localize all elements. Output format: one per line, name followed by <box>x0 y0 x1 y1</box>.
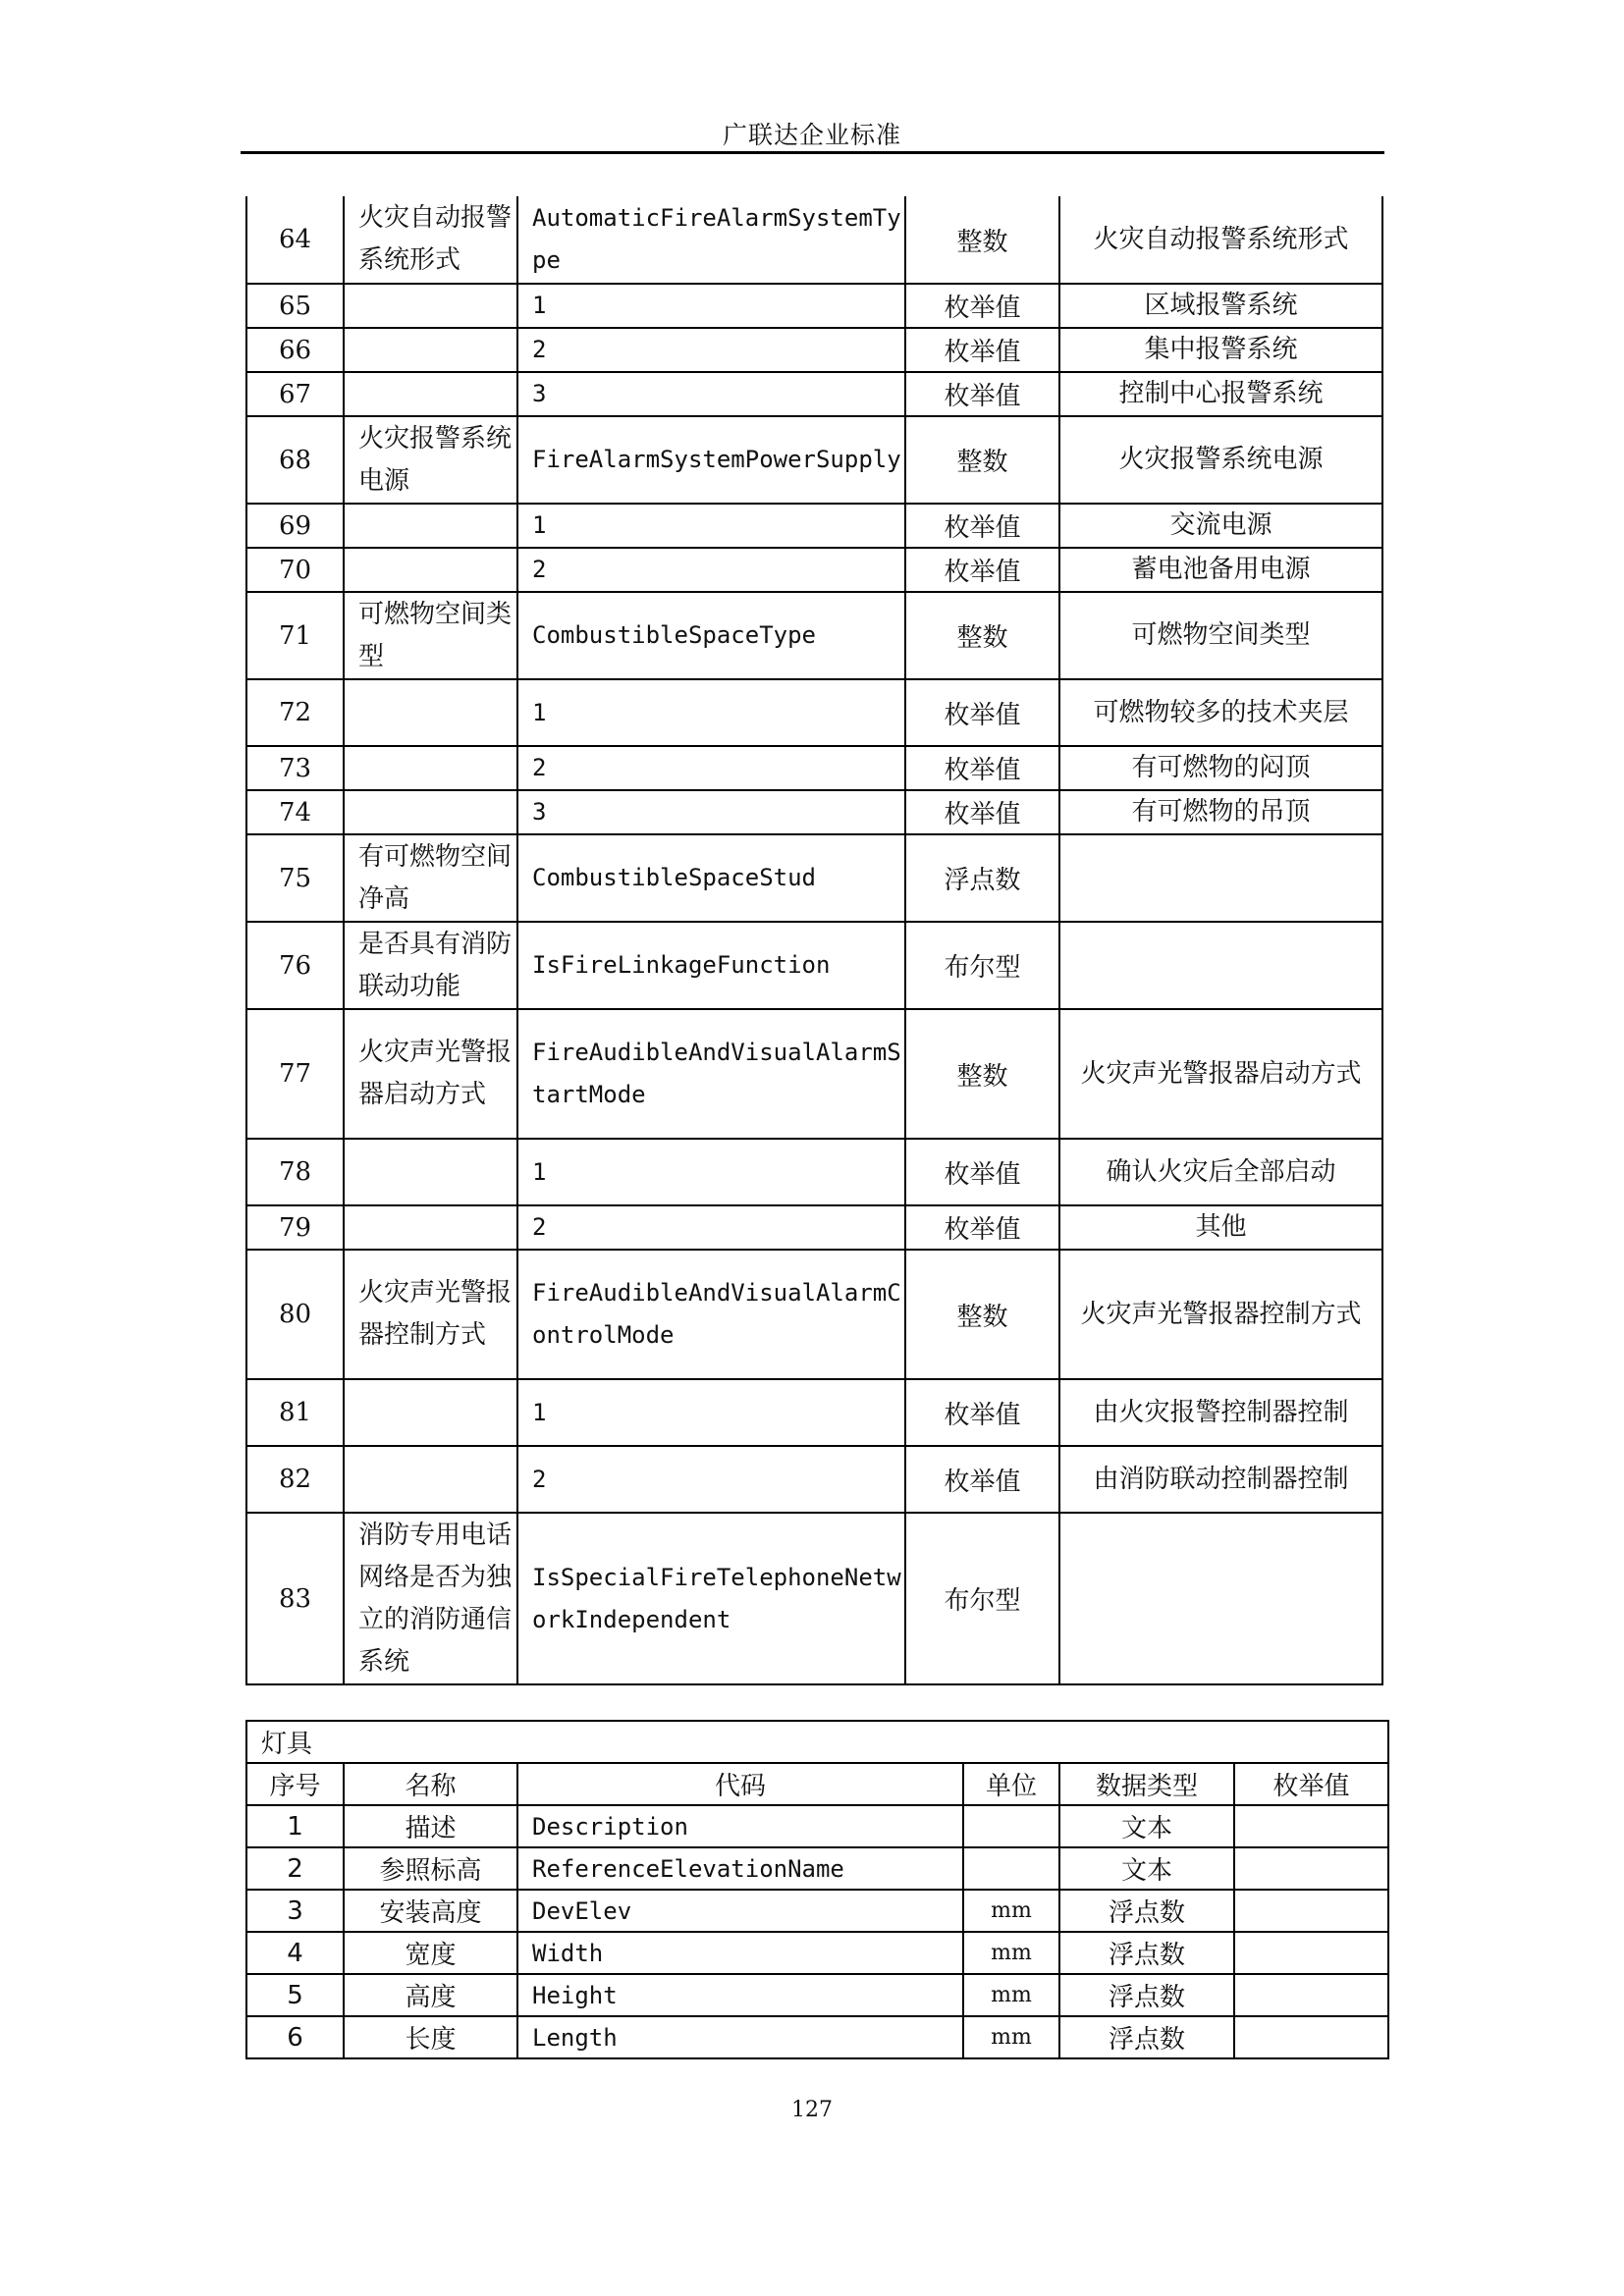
name-cell: 长度 <box>344 2016 517 2058</box>
table-row <box>246 1446 1382 1513</box>
data-type-cell: 整数 <box>905 592 1059 679</box>
code-cell: FireAudibleAndVisualAlarmStartMode <box>517 1009 905 1139</box>
row-number-cell: 68 <box>246 416 344 504</box>
name-cell: 有可燃物空间净高 <box>344 834 517 922</box>
row-number-cell: 73 <box>246 746 344 790</box>
data-type-cell: 浮点数 <box>1059 1974 1234 2016</box>
name-cell <box>344 372 517 416</box>
code-cell: Length <box>517 2016 963 2058</box>
data-type-cell: 枚举值 <box>905 328 1059 372</box>
name-cell <box>344 504 517 548</box>
name-cell: 安装高度 <box>344 1890 517 1932</box>
enum-cell <box>1234 1890 1388 1932</box>
name-cell: 是否具有消防联动功能 <box>344 922 517 1009</box>
data-type-cell: 文本 <box>1059 1847 1234 1890</box>
code-cell: DevElev <box>517 1890 963 1932</box>
code-cell: 3 <box>517 790 905 834</box>
row-number-cell: 80 <box>246 1250 344 1379</box>
description-cell <box>1059 922 1382 1009</box>
data-type-cell: 整数 <box>905 1250 1059 1379</box>
code-cell: 2 <box>517 328 905 372</box>
code-cell: CombustibleSpaceStud <box>517 834 905 922</box>
data-type-cell: 浮点数 <box>1059 1932 1234 1974</box>
table-row <box>246 1205 1382 1250</box>
row-number-cell: 69 <box>246 504 344 548</box>
table-row <box>246 196 1382 284</box>
unit-cell <box>963 1805 1059 1847</box>
code-cell: ReferenceElevationName <box>517 1847 963 1890</box>
description-cell: 由消防联动控制器控制 <box>1059 1446 1382 1513</box>
page-number: 127 <box>791 2098 833 2122</box>
header-cell-code: 代码 <box>517 1763 963 1805</box>
description-cell: 火灾自动报警系统形式 <box>1059 196 1382 284</box>
table-row <box>246 1805 1388 1847</box>
code-cell: 2 <box>517 746 905 790</box>
table-row <box>246 834 1382 922</box>
code-cell: 1 <box>517 1139 905 1205</box>
data-type-cell: 枚举值 <box>905 1205 1059 1250</box>
lamp-table-caption-row <box>246 1721 1388 1763</box>
table-row <box>246 746 1382 790</box>
data-type-cell: 布尔型 <box>905 922 1059 1009</box>
row-number-cell: 83 <box>246 1513 344 1684</box>
header-cell-type: 数据类型 <box>1059 1763 1234 1805</box>
row-number-cell: 82 <box>246 1446 344 1513</box>
name-cell <box>344 679 517 746</box>
unit-cell: mm <box>963 1890 1059 1932</box>
name-cell <box>344 1205 517 1250</box>
row-number-cell: 4 <box>246 1932 344 1974</box>
description-cell: 区域报警系统 <box>1059 284 1382 328</box>
header-cell-no: 序号 <box>246 1763 344 1805</box>
table-row <box>246 1250 1382 1379</box>
fire-alarm-attribute-table <box>245 196 1383 1685</box>
row-number-cell: 5 <box>246 1974 344 2016</box>
code-cell: IsFireLinkageFunction <box>517 922 905 1009</box>
description-cell: 可燃物较多的技术夹层 <box>1059 679 1382 746</box>
description-cell: 由火灾报警控制器控制 <box>1059 1379 1382 1446</box>
name-cell <box>344 790 517 834</box>
row-number-cell: 67 <box>246 372 344 416</box>
name-cell <box>344 548 517 592</box>
code-cell: FireAlarmSystemPowerSupply <box>517 416 905 504</box>
row-number-cell: 65 <box>246 284 344 328</box>
data-type-cell: 整数 <box>905 196 1059 284</box>
code-cell: 2 <box>517 1446 905 1513</box>
table-row <box>246 1513 1382 1684</box>
data-type-cell: 枚举值 <box>905 284 1059 328</box>
description-cell <box>1059 1513 1382 1684</box>
row-number-cell: 72 <box>246 679 344 746</box>
data-type-cell: 枚举值 <box>905 548 1059 592</box>
name-cell: 描述 <box>344 1805 517 1847</box>
table-row <box>246 790 1382 834</box>
table-row <box>246 1974 1388 2016</box>
row-number-cell: 70 <box>246 548 344 592</box>
enum-cell <box>1234 1847 1388 1890</box>
name-cell <box>344 746 517 790</box>
name-cell: 高度 <box>344 1974 517 2016</box>
row-number-cell: 64 <box>246 196 344 284</box>
data-type-cell: 枚举值 <box>905 504 1059 548</box>
name-cell <box>344 1379 517 1446</box>
table-row <box>246 592 1382 679</box>
description-cell: 控制中心报警系统 <box>1059 372 1382 416</box>
name-cell <box>344 284 517 328</box>
description-cell: 火灾声光警报器控制方式 <box>1059 1250 1382 1379</box>
description-cell: 有可燃物的闷顶 <box>1059 746 1382 790</box>
description-cell: 火灾声光警报器启动方式 <box>1059 1009 1382 1139</box>
data-type-cell: 浮点数 <box>1059 1890 1234 1932</box>
table-row <box>246 548 1382 592</box>
name-cell: 火灾声光警报器控制方式 <box>344 1250 517 1379</box>
code-cell: 1 <box>517 1379 905 1446</box>
data-type-cell: 枚举值 <box>905 679 1059 746</box>
row-number-cell: 77 <box>246 1009 344 1139</box>
data-type-cell: 枚举值 <box>905 372 1059 416</box>
enum-cell <box>1234 1932 1388 1974</box>
table-row <box>246 1379 1382 1446</box>
unit-cell: mm <box>963 1932 1059 1974</box>
name-cell: 火灾报警系统电源 <box>344 416 517 504</box>
table-row <box>246 416 1382 504</box>
table-row <box>246 1139 1382 1205</box>
table-row <box>246 679 1382 746</box>
table-row <box>246 372 1382 416</box>
code-cell: FireAudibleAndVisualAlarmControlMode <box>517 1250 905 1379</box>
row-number-cell: 78 <box>246 1139 344 1205</box>
code-cell: AutomaticFireAlarmSystemType <box>517 196 905 284</box>
code-cell: 1 <box>517 679 905 746</box>
code-cell: CombustibleSpaceType <box>517 592 905 679</box>
name-cell <box>344 328 517 372</box>
table-row <box>246 1890 1388 1932</box>
row-number-cell: 75 <box>246 834 344 922</box>
data-type-cell: 枚举值 <box>905 1446 1059 1513</box>
data-type-cell: 浮点数 <box>1059 2016 1234 2058</box>
header-cell-name: 名称 <box>344 1763 517 1805</box>
name-cell: 可燃物空间类型 <box>344 592 517 679</box>
row-number-cell: 74 <box>246 790 344 834</box>
data-type-cell: 枚举值 <box>905 790 1059 834</box>
code-cell: 2 <box>517 1205 905 1250</box>
row-number-cell: 1 <box>246 1805 344 1847</box>
code-cell: IsSpecialFireTelephoneNetworkIndependent <box>517 1513 905 1684</box>
row-number-cell: 71 <box>246 592 344 679</box>
data-type-cell: 枚举值 <box>905 1139 1059 1205</box>
unit-cell: mm <box>963 2016 1059 2058</box>
data-type-cell: 文本 <box>1059 1805 1234 1847</box>
row-number-cell: 6 <box>246 2016 344 2058</box>
description-cell: 可燃物空间类型 <box>1059 592 1382 679</box>
data-type-cell: 枚举值 <box>905 1379 1059 1446</box>
description-cell: 火灾报警系统电源 <box>1059 416 1382 504</box>
table-row <box>246 922 1382 1009</box>
enum-cell <box>1234 1805 1388 1847</box>
table-row <box>246 2016 1388 2058</box>
description-cell: 有可燃物的吊顶 <box>1059 790 1382 834</box>
document-header-title: 广联达企业标准 <box>722 121 901 149</box>
row-number-cell: 66 <box>246 328 344 372</box>
code-cell: Description <box>517 1805 963 1847</box>
code-cell: 3 <box>517 372 905 416</box>
lamp-table-header-row <box>246 1763 1388 1805</box>
unit-cell: mm <box>963 1974 1059 2016</box>
name-cell: 宽度 <box>344 1932 517 1974</box>
code-cell: 1 <box>517 284 905 328</box>
code-cell: 2 <box>517 548 905 592</box>
row-number-cell: 3 <box>246 1890 344 1932</box>
code-cell: Height <box>517 1974 963 2016</box>
data-type-cell: 布尔型 <box>905 1513 1059 1684</box>
unit-cell <box>963 1847 1059 1890</box>
data-type-cell: 整数 <box>905 416 1059 504</box>
name-cell <box>344 1446 517 1513</box>
name-cell: 参照标高 <box>344 1847 517 1890</box>
data-type-cell: 整数 <box>905 1009 1059 1139</box>
name-cell: 火灾声光警报器启动方式 <box>344 1009 517 1139</box>
table-row <box>246 1847 1388 1890</box>
lamp-attribute-table <box>245 1720 1389 2059</box>
enum-cell <box>1234 2016 1388 2058</box>
table-row <box>246 1009 1382 1139</box>
description-cell: 蓄电池备用电源 <box>1059 548 1382 592</box>
data-type-cell: 枚举值 <box>905 746 1059 790</box>
table-row <box>246 1932 1388 1974</box>
row-number-cell: 76 <box>246 922 344 1009</box>
name-cell: 火灾自动报警系统形式 <box>344 196 517 284</box>
row-number-cell: 2 <box>246 1847 344 1890</box>
header-rule <box>241 151 1384 154</box>
name-cell <box>344 1139 517 1205</box>
description-cell: 确认火灾后全部启动 <box>1059 1139 1382 1205</box>
description-cell: 其他 <box>1059 1205 1382 1250</box>
code-cell: Width <box>517 1932 963 1974</box>
header-cell-unit: 单位 <box>963 1763 1059 1805</box>
row-number-cell: 81 <box>246 1379 344 1446</box>
code-cell: 1 <box>517 504 905 548</box>
row-number-cell: 79 <box>246 1205 344 1250</box>
description-cell <box>1059 834 1382 922</box>
table-row <box>246 328 1382 372</box>
name-cell: 消防专用电话网络是否为独立的消防通信系统 <box>344 1513 517 1684</box>
description-cell: 集中报警系统 <box>1059 328 1382 372</box>
header-cell-enum: 枚举值 <box>1234 1763 1388 1805</box>
table-row <box>246 284 1382 328</box>
enum-cell <box>1234 1974 1388 2016</box>
lamp-table-caption: 灯具 <box>246 1721 1388 1763</box>
data-type-cell: 浮点数 <box>905 834 1059 922</box>
description-cell: 交流电源 <box>1059 504 1382 548</box>
table-row <box>246 504 1382 548</box>
